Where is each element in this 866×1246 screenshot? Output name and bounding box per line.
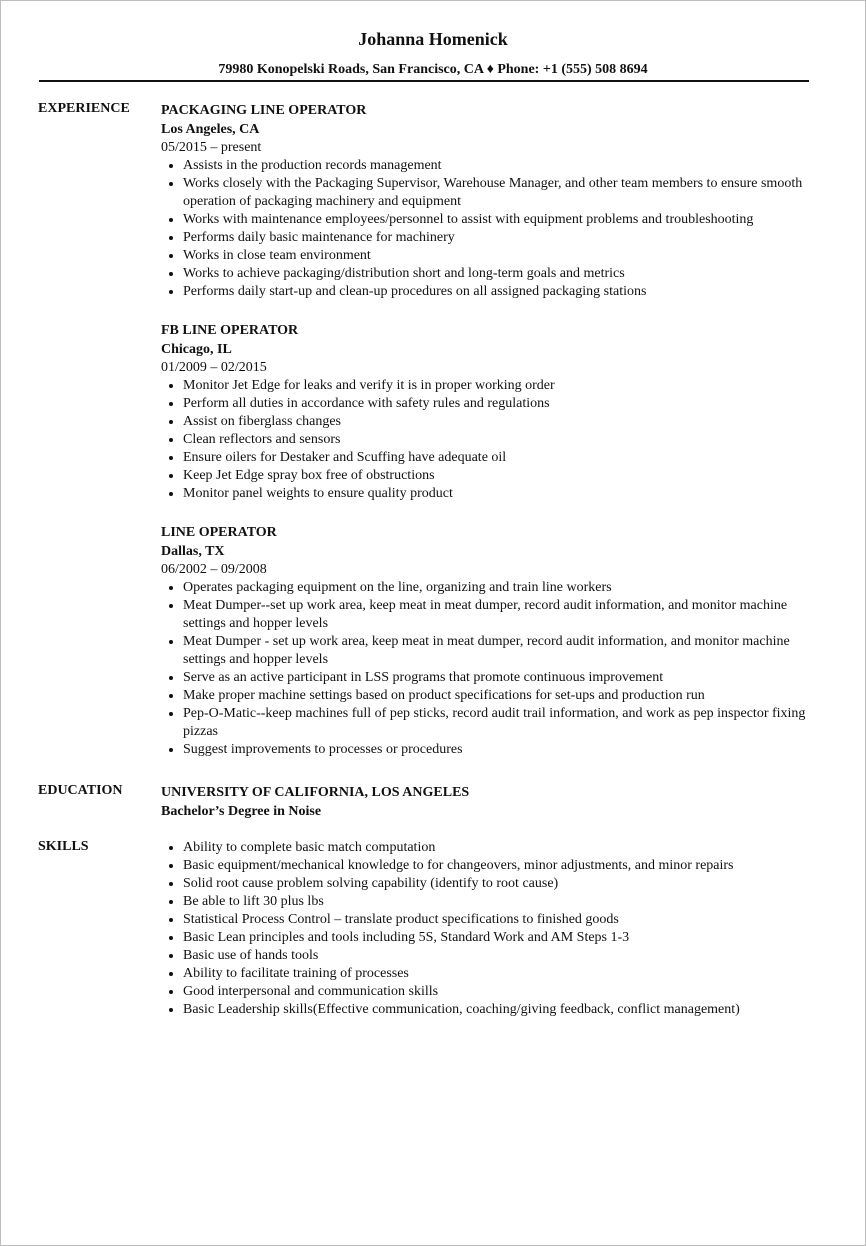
degree: Bachelor’s Degree in Noise xyxy=(161,804,322,819)
list-item: • Make proper machine settings based on product specifications for set-ups and production run xyxy=(183,687,821,705)
list-item: • Keep Jet Edge spray box free of obstructions xyxy=(183,467,821,485)
job-dates: 06/2002 – 09/2008 xyxy=(161,562,267,577)
job-bullets xyxy=(161,579,821,759)
list-item: • Perform all duties in accordance with safety rules and regulations xyxy=(183,395,821,413)
job-title: PACKAGING LINE OPERATOR xyxy=(161,103,367,118)
candidate-name: Johanna Homenick xyxy=(358,29,508,49)
list-item: • Assists in the production records management xyxy=(183,157,821,175)
list-item: • Good interpersonal and communication skills xyxy=(183,983,821,1001)
job-dates: 01/2009 – 02/2015 xyxy=(161,360,267,375)
list-item: • Performs daily basic maintenance for machinery xyxy=(183,229,821,247)
skills-list xyxy=(161,839,821,1019)
section-label-experience: EXPERIENCE xyxy=(38,101,130,116)
job-location: Los Angeles, CA xyxy=(161,122,260,137)
list-item: • Basic Lean principles and tools including 5S, Standard Work and AM Steps 1-3 xyxy=(183,929,821,947)
list-item: • Performs daily start-up and clean-up procedures on all assigned packaging stations xyxy=(183,283,821,301)
section-label-skills: SKILLS xyxy=(38,839,89,854)
job-title: LINE OPERATOR xyxy=(161,525,277,540)
school-name: UNIVERSITY OF CALIFORNIA, LOS ANGELES xyxy=(161,785,470,800)
job-entry xyxy=(161,321,821,503)
list-item: • Clean reflectors and sensors xyxy=(183,431,821,449)
job-bullets xyxy=(161,377,821,503)
skills-entry xyxy=(161,839,821,1019)
header-divider xyxy=(39,80,809,82)
list-item: • Assist on fiberglass changes xyxy=(183,413,821,431)
list-item: • Works in close team environment xyxy=(183,247,821,265)
education-entry xyxy=(161,783,821,821)
list-item: • Suggest improvements to processes or procedures xyxy=(183,741,821,759)
contact-line: 79980 Konopelski Roads, San Francisco, CA ♦ Phone: +1 (555) 508 8694 xyxy=(218,62,648,77)
list-item: • Meat Dumper - set up work area, keep meat in meat dumper, record audit information, and monitor machine settings and hopper levels xyxy=(183,633,821,669)
job-bullets xyxy=(161,157,821,301)
job-title: FB LINE OPERATOR xyxy=(161,323,299,338)
job-location: Chicago, IL xyxy=(161,342,232,357)
list-item: • Ensure oilers for Destaker and Scuffing have adequate oil xyxy=(183,449,821,467)
list-item: • Monitor Jet Edge for leaks and verify it is in proper working order xyxy=(183,377,821,395)
section-label-education: EDUCATION xyxy=(38,783,123,798)
list-item: • Solid root cause problem solving capability (identify to root cause) xyxy=(183,875,821,893)
job-entry xyxy=(161,101,821,301)
list-item: • Basic Leadership skills(Effective communication, coaching/giving feedback, conflict management) xyxy=(183,1001,821,1019)
list-item: • Statistical Process Control – translate product specifications to finished goods xyxy=(183,911,821,929)
list-item: • Ability to complete basic match computation xyxy=(183,839,821,857)
list-item: • Basic use of hands tools xyxy=(183,947,821,965)
list-item: • Basic equipment/mechanical knowledge to for changeovers, minor adjustments, and minor repairs xyxy=(183,857,821,875)
list-item: • Ability to facilitate training of processes xyxy=(183,965,821,983)
list-item: • Be able to lift 30 plus lbs xyxy=(183,893,821,911)
list-item: • Meat Dumper--set up work area, keep meat in meat dumper, record audit information, and monitor machine settings and hopper levels xyxy=(183,597,821,633)
job-location: Dallas, TX xyxy=(161,544,225,559)
job-dates: 05/2015 – present xyxy=(161,140,262,155)
list-item: • Operates packaging equipment on the line, organizing and train line workers xyxy=(183,579,821,597)
list-item: • Works closely with the Packaging Supervisor, Warehouse Manager, and other team members to ensure smooth operation of packaging machinery and equipment xyxy=(183,175,821,211)
list-item: • Pep-O-Matic--keep machines full of pep sticks, record audit trail information, and work as pep inspector fixing pizzas xyxy=(183,705,821,741)
job-entry xyxy=(161,523,821,759)
list-item: • Works with maintenance employees/personnel to assist with equipment problems and troubleshooting xyxy=(183,211,821,229)
list-item: • Serve as an active participant in LSS programs that promote continuous improvement xyxy=(183,669,821,687)
list-item: • Works to achieve packaging/distribution short and long-term goals and metrics xyxy=(183,265,821,283)
list-item: • Monitor panel weights to ensure quality product xyxy=(183,485,821,503)
